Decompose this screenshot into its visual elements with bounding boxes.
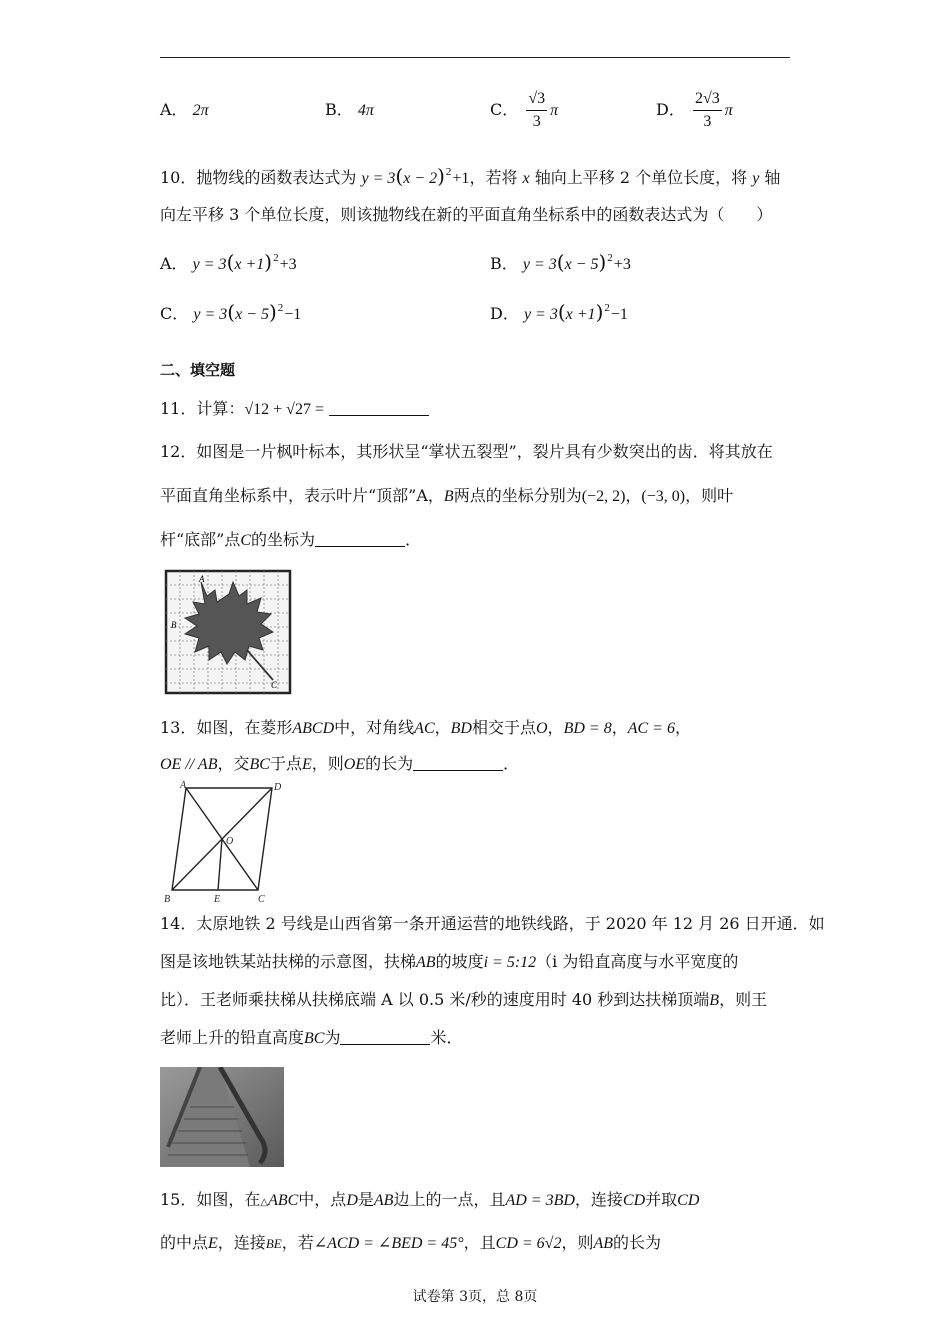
q9-option-a bbox=[160, 98, 209, 123]
q10-line2: 向左平移 3 个单位长度，则该抛物线在新的平面直角坐标系中的函数表达式为（ ） bbox=[160, 205, 773, 224]
section-title: 二、填空题 bbox=[160, 361, 236, 379]
math-expr: y = 3 bbox=[361, 170, 396, 187]
pi-symbol: π bbox=[724, 102, 733, 119]
q14-line4: 老师上升的铅直高度BC为 米． bbox=[160, 1028, 463, 1047]
fraction: $\frac{2√3}{3}$ bbox=[694, 90, 720, 130]
q12-line3: 杆“底部”点C的坐标为 ． bbox=[160, 530, 422, 549]
q13-line1: 13．如图，在菱形ABCD中，对角线AC，BD相交于点O，BD = 8，AC = 6， bbox=[160, 718, 691, 737]
header-rule bbox=[160, 57, 790, 58]
q10-option-c: C． $y = 3(x - 5)^2-1$ bbox=[160, 300, 302, 324]
maple-leaf-figure bbox=[163, 568, 293, 696]
page-footer: 试卷第 3页，总 8页 bbox=[412, 1289, 538, 1305]
fraction: $\frac{√3}{3}$ bbox=[528, 90, 546, 130]
q15-line1: 15．如图，在△ABC中，点D是AB边上的一点，且AD = 3BD，连接CD并取CD bbox=[160, 1190, 700, 1209]
rhombus-figure bbox=[160, 780, 290, 905]
option-label: D． bbox=[656, 100, 685, 119]
q14-line3: 比）．王老师乘扶梯从扶梯底端 A 以 0.5 米/秒的速度用时 40 秒到达扶梯顶端B，则王 bbox=[160, 990, 768, 1009]
q15-line2: 的中点E，连接BE，若∠ACD = ∠BED = 45°，且CD = 6√2，则AB的长为 bbox=[160, 1233, 662, 1252]
q9-option-d bbox=[656, 86, 733, 135]
q14-line2: 图是该地铁某站扶梯的示意图，扶梯AB的坡度i = 5:12（i 为铅直高度与水平宽度的 bbox=[160, 952, 739, 971]
option-label: C． bbox=[490, 100, 519, 119]
q9-option-c bbox=[490, 86, 558, 135]
label-e: E bbox=[214, 894, 221, 905]
answer-blank bbox=[315, 530, 405, 547]
q9-option-b bbox=[325, 98, 374, 123]
escalator-photo bbox=[160, 1067, 284, 1167]
label-c: C bbox=[271, 680, 278, 690]
q10-line1: 10．抛物线的函数表达式为 $y = 3(x - 2)^2+1$，若将 x 轴向上平移 2 个单位长度，将 y 轴 bbox=[160, 164, 781, 188]
label-b: B bbox=[164, 894, 171, 905]
label-c: C bbox=[258, 894, 265, 905]
label-b: B bbox=[171, 620, 177, 630]
label-a: A bbox=[199, 574, 205, 584]
q13-line2: OE // AB，交BC于点E，则OE的长为 ． bbox=[160, 754, 520, 773]
option-label: A． bbox=[160, 100, 188, 119]
label-a: A bbox=[180, 780, 187, 791]
label-d: D bbox=[274, 782, 282, 793]
pi-symbol: π bbox=[550, 102, 559, 119]
answer-blank bbox=[413, 754, 503, 771]
q12-line2: 平面直角坐标系中，表示叶片“顶部”A，B两点的坐标分别为(−2, 2)，(−3, 0)，则叶 bbox=[160, 486, 734, 505]
q10-option-a: A． $y = 3(x +1)^2+3$ bbox=[160, 250, 297, 274]
answer-blank bbox=[340, 1028, 430, 1045]
option-label: B． bbox=[325, 100, 353, 119]
q14-line1: 14．太原地铁 2 号线是山西省第一条开通运营的地铁线路，于 2020 年 12 月 26 日开通．如 bbox=[160, 914, 825, 933]
math-expr: √12 + √27 = bbox=[244, 401, 324, 418]
answer-blank bbox=[329, 399, 429, 416]
label-o: O bbox=[226, 836, 234, 847]
q11: 11．计算：√12 + √27 = bbox=[160, 397, 429, 422]
q10-option-d: D． $y = 3(x +1)^2-1$ bbox=[490, 300, 628, 324]
option-value: 4π bbox=[357, 102, 374, 119]
option-value: 2π bbox=[192, 102, 209, 119]
q12-line1: 12．如图是一片枫叶标本，其形状呈“掌状五裂型”，裂片具有少数突出的齿．将其放在 bbox=[160, 442, 773, 461]
q10-option-b: B． $y = 3(x - 5)^2+3$ bbox=[490, 250, 631, 274]
